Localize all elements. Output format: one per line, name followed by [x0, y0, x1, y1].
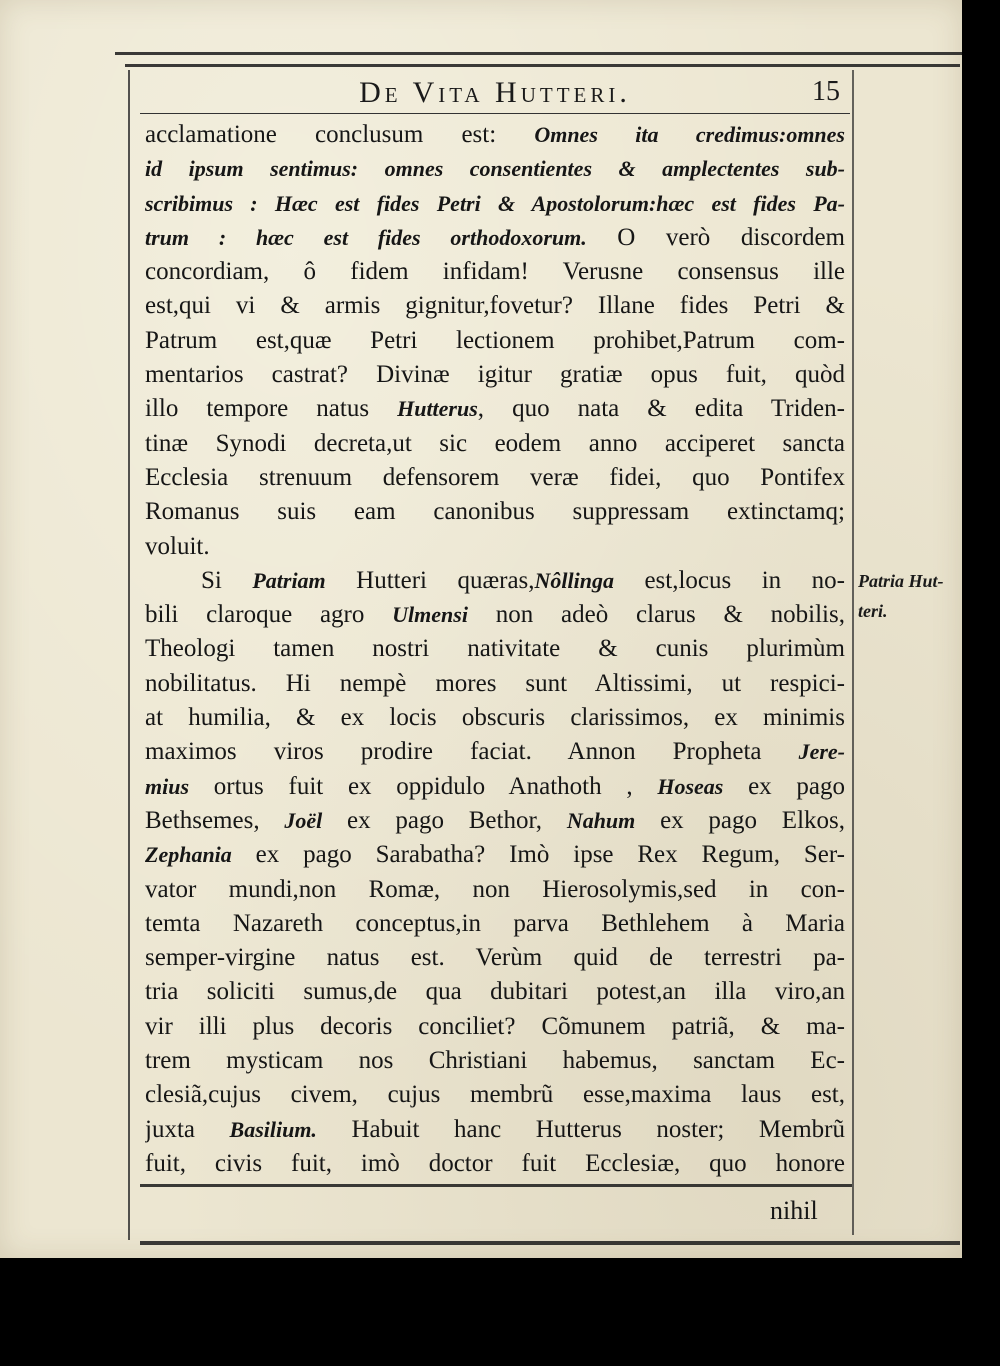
header-rule	[140, 113, 850, 114]
text-line	[145, 941, 845, 975]
italic-text-segment: scribimus : Hæc est fides Petri & Apostolorum:hæc est fides Pa-	[145, 190, 845, 216]
text-segment: mentarios castrat? Divinæ igitur gratiæ opus fuit, quòd	[145, 361, 845, 389]
italic-text-segment: Ulmensi	[392, 602, 468, 628]
top-rule	[115, 52, 962, 55]
text-segment: nobilitatus. Hi nempè mores sunt Altissimi, ut respici-	[145, 669, 845, 697]
text-line	[145, 187, 845, 221]
text-segment: Theologi tamen nostri nativitate & cunis plurimùm	[145, 635, 845, 663]
text-line	[145, 598, 845, 632]
frame-left-rule	[128, 70, 130, 1240]
text-line	[145, 564, 845, 598]
italic-text-segment: Basilium.	[229, 1116, 317, 1142]
running-head-title: De Vita Hutteri.	[359, 76, 631, 109]
text-segment: O verò discordem	[586, 223, 845, 251]
text-segment: voluit.	[145, 532, 210, 560]
text-segment: Romanus suis eam canonibus suppressam extinctamq;	[145, 498, 845, 526]
text-line	[145, 735, 845, 769]
text-line	[145, 1010, 845, 1044]
text-segment: vator mundi,non Romæ, non Hierosolymis,sed in con-	[145, 875, 845, 903]
text-line	[145, 255, 845, 289]
italic-text-segment: Nôllinga	[534, 567, 614, 593]
text-segment: vir illi plus decoris conciliet? Cõmunem patriã, & ma-	[145, 1012, 845, 1040]
italic-text-segment: Nahum	[566, 807, 636, 833]
text-segment: ex pago	[723, 772, 845, 800]
text-segment: maximos viros prodire faciat. Annon Propheta	[145, 738, 799, 766]
text-line	[145, 1147, 845, 1181]
text-segment: tria soliciti sumus,de qua dubitari potest,an illa viro,an	[145, 978, 845, 1006]
text-line	[145, 873, 845, 907]
italic-text-segment: Zephania	[145, 842, 232, 868]
italic-text-segment: Hutterus	[397, 396, 478, 422]
text-segment: ortus fuit ex oppidulo Anathoth ,	[189, 772, 658, 800]
text-segment: Hutteri quæras,	[325, 566, 535, 594]
text-segment: ex pago Elkos,	[635, 806, 845, 834]
italic-text-segment: Hoseas	[657, 773, 724, 799]
text-line	[145, 770, 845, 804]
italic-text-segment: Patriam	[252, 567, 326, 593]
text-line	[145, 358, 845, 392]
text-segment: , quo nata & edita Triden-	[477, 395, 845, 423]
italic-text-segment: Jere-	[798, 739, 845, 765]
text-segment: Patrum est,quæ Petri lectionem prohibet,Patrum com-	[145, 326, 845, 354]
frame-right-rule	[852, 70, 854, 1235]
italic-text-segment: id ipsum sentimus: omnes consentientes & amplectentes sub-	[145, 156, 845, 182]
text-segment: acclamatione conclusum est:	[145, 121, 535, 148]
text-line	[145, 838, 845, 872]
text-line	[145, 324, 845, 358]
text-line	[145, 152, 845, 186]
text-segment: temta Nazareth conceptus,in parva Bethlehem à Maria	[145, 909, 845, 937]
text-segment: tinæ Synodi decreta,ut sic eodem anno acciperet sancta	[145, 429, 845, 457]
text-line	[145, 1044, 845, 1078]
text-line	[145, 975, 845, 1009]
italic-text-segment: Omnes ita credimus:omnes	[534, 122, 845, 147]
text-line	[145, 289, 845, 323]
text-line	[145, 495, 845, 529]
italic-text-segment: Joël	[284, 807, 323, 833]
text-segment: est,qui vi & armis gignitur,fovetur? Illane fides Petri &	[145, 292, 845, 320]
top-rule-inner	[125, 64, 960, 67]
text-segment: non adeò clarus & nobilis,	[467, 601, 845, 629]
text-segment: est,locus in no-	[613, 566, 845, 594]
text-line	[145, 118, 845, 152]
text-line	[145, 701, 845, 735]
catchword: nihil	[770, 1196, 818, 1225]
text-segment: Ecclesia strenuum defensorem veræ fidei, quo Pontifex	[145, 463, 845, 491]
text-line	[145, 427, 845, 461]
text-line	[145, 221, 845, 255]
text-segment: at humilia, & ex locis obscuris clarissimos, ex minimis	[145, 704, 845, 732]
text-line	[145, 804, 845, 838]
text-segment: Bethsemes,	[145, 806, 285, 834]
text-segment: trem mysticam nos Christiani habemus, sanctam Ec-	[145, 1047, 845, 1075]
text-line	[145, 461, 845, 495]
text-segment: bili claroque agro	[145, 601, 393, 629]
bottom-rule-outer	[140, 1241, 960, 1245]
marginal-note-line: teri.	[858, 601, 888, 621]
text-segment: Habuit hanc Hutterus noster; Membrũ	[316, 1115, 845, 1143]
text-line	[145, 1113, 845, 1147]
text-segment: juxta	[145, 1115, 230, 1143]
text-segment: concordiam, ô fidem infidam! Verusne consensus ille	[145, 258, 845, 286]
italic-text-segment: trum : hæc est fides orthodoxorum.	[145, 224, 587, 250]
text-segment: ex pago Bethor,	[322, 806, 567, 834]
running-head	[140, 76, 850, 112]
text-segment: illo tempore natus	[145, 395, 398, 423]
bottom-rule	[140, 1184, 852, 1187]
text-line	[145, 667, 845, 701]
italic-text-segment: mius	[145, 773, 190, 799]
text-line	[145, 392, 845, 426]
page-number: 15	[812, 76, 840, 107]
marginal-note-line: Patria Hut-	[858, 571, 944, 591]
text-segment: Si	[201, 566, 253, 594]
text-segment: clesiã,cujus civem, cujus membrũ esse,maxima laus est,	[145, 1081, 845, 1109]
marginal-note	[858, 566, 962, 626]
text-line	[145, 1078, 845, 1112]
main-text-block	[145, 118, 845, 1181]
text-line	[145, 632, 845, 666]
text-segment: semper-virgine natus est. Verùm quid de terrestri pa-	[145, 944, 845, 972]
text-segment: fuit, civis fuit, imò doctor fuit Ecclesiæ, quo honore	[145, 1149, 845, 1177]
text-line	[145, 530, 845, 564]
text-line	[145, 907, 845, 941]
text-segment: ex pago Sarabatha? Imò ipse Rex Regum, Ser-	[231, 841, 845, 869]
